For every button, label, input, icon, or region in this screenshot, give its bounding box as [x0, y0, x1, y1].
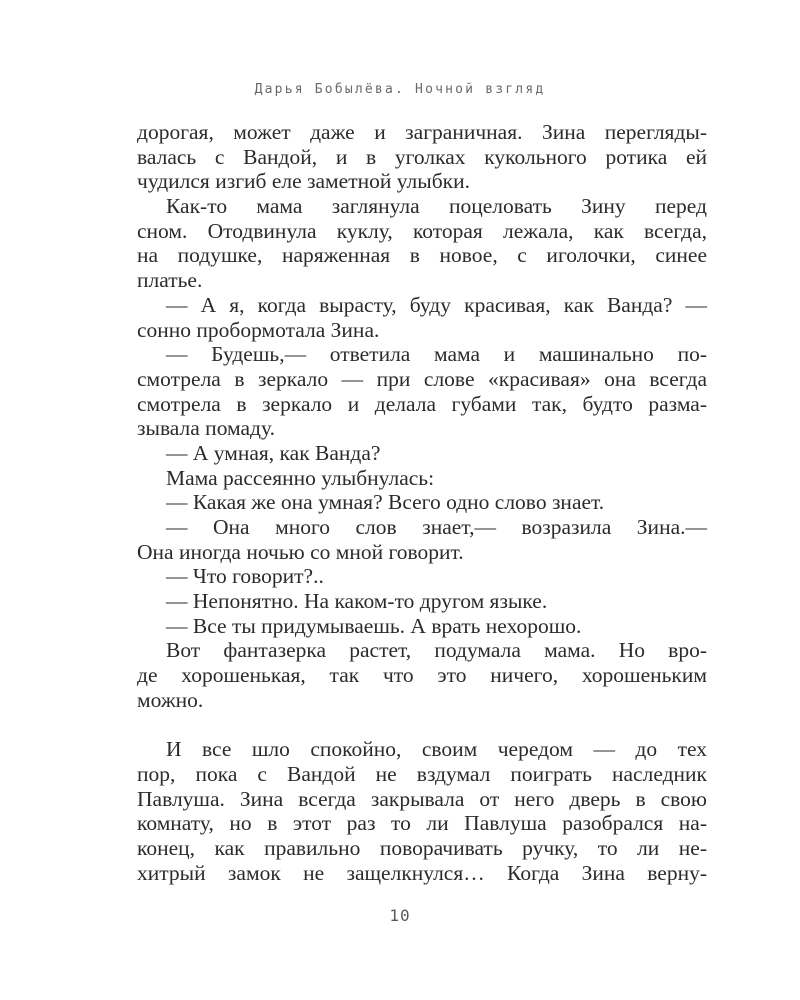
text-line: смотрела в зеркало и делала губами так, будто разма- [137, 391, 707, 416]
text-line: — А я, когда вырасту, буду красивая, как Ванда? — [166, 292, 707, 317]
text-line: смотрела в зеркало — при слове «красивая» она всегда [137, 366, 707, 391]
text-line: И все шло спокойно, своим чередом — до тех [166, 737, 707, 762]
text-line: Павлуша. Зина всегда закрывала от него дверь в свою [137, 786, 707, 811]
text-line: — Какая же она умная? Всего одно слово знает. [166, 490, 605, 515]
page-number: 10 [389, 906, 411, 925]
text-line: комнату, но в этот раз то ли Павлуша разобрался на- [137, 811, 707, 836]
text-line: конец, как правильно поворачивать ручку, то ли не- [137, 835, 707, 860]
text-line: дорогая, может даже и заграничная. Зина перегляды- [137, 120, 707, 144]
text-line: де хорошенькая, так что это ничего, хорошеньким [137, 663, 707, 688]
text-line: — Будешь,— ответила мама и машинально по- [166, 342, 707, 367]
text-line: Вот фантазерка растет, подумала мама. Но вро- [166, 638, 707, 663]
text-line: чудился изгиб еле заметной улыбки. [137, 169, 470, 194]
text-line: валась с Вандой, и в уголках кукольного ротика ей [137, 144, 707, 169]
text-line: Она иногда ночью со мной говорит. [137, 539, 464, 564]
text-line: Мама рассеянно улыбнулась: [166, 465, 435, 490]
text-line: платье. [137, 268, 203, 293]
text-line: хитрый замок не защелкнулся… Когда Зина верну- [137, 860, 707, 885]
text-line: — Что говорит?.. [166, 564, 324, 589]
running-header: Дарья Бобылёва. Ночной взгляд [254, 82, 546, 97]
text-line: сном. Отодвинула куклу, которая лежала, как всегда, [137, 218, 707, 243]
text-line: сонно пробормотала Зина. [137, 317, 380, 342]
body-text [137, 120, 707, 885]
text-line: — Все ты придумываешь. А врать нехорошо. [166, 613, 582, 638]
section-break [137, 713, 707, 738]
text-line: на подушке, наряженная в новое, с иголочки, синее [137, 243, 707, 268]
text-line: — Она много слов знает,— возразила Зина.— [166, 515, 707, 539]
text-line: пор, пока с Вандой не вздумал поиграть наследник [137, 761, 707, 786]
text-line: — А умная, как Ванда? [166, 440, 381, 465]
text-line: Как-то мама заглянула поцеловать Зину перед [166, 194, 707, 219]
text-line: зывала помаду. [137, 416, 275, 441]
text-line: можно. [137, 687, 204, 712]
text-line: — Непонятно. На каком-то другом языке. [166, 589, 548, 614]
